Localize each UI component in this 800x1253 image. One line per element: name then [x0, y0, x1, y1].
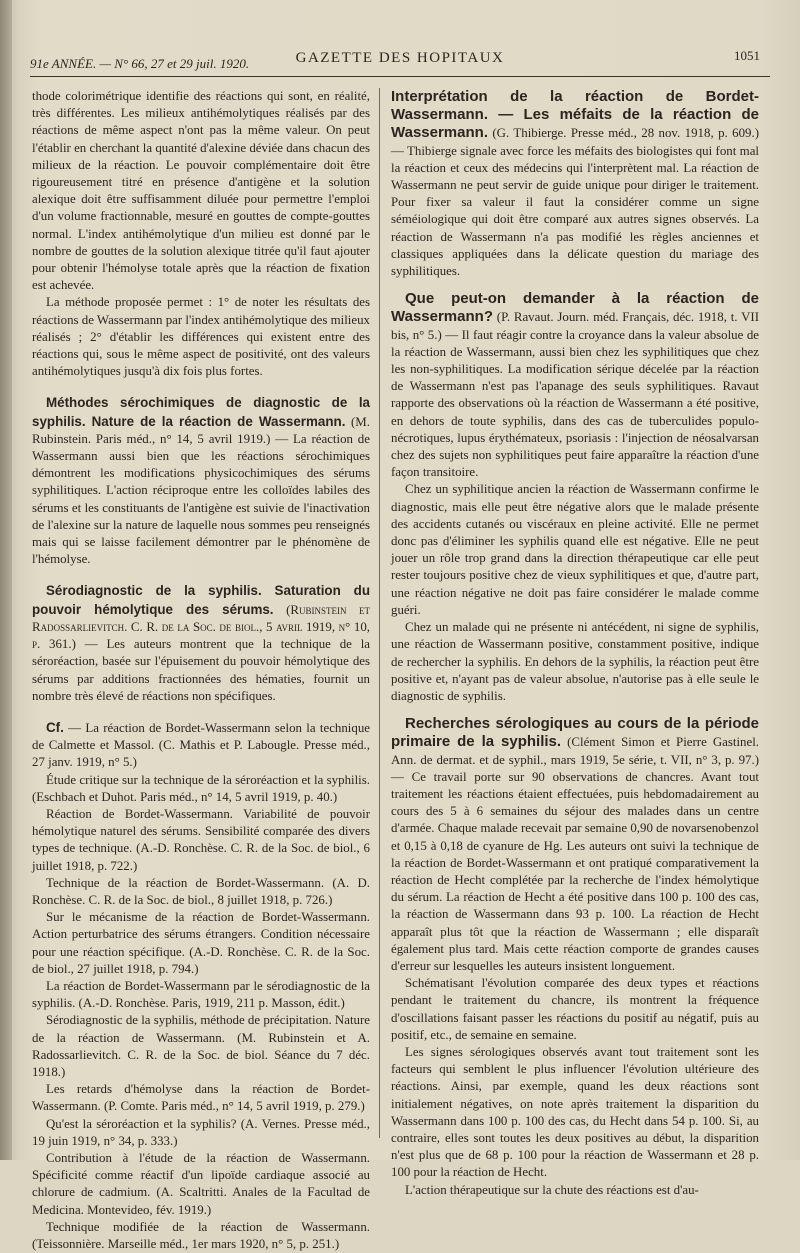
- issue-info: 91e ANNÉE. — N° 66, 27 et 29 juil. 1920.: [30, 56, 250, 71]
- reference-item: La réaction de Bordet-Wassermann par le sérodiagnostic de la syphilis. (A.-D. Ronchèse. Paris, 1919, 211 p. Masson, édit.): [32, 978, 370, 1011]
- section-body: — Les auteurs montrent que la technique de la séroréaction, basée sur l'épuisement du pouvoir hémolytique des sérums par additions fractionnées des hématies, fournit un nombre très élevé de réactions non spécifiques.: [32, 637, 371, 703]
- section-title: Que peut-on demander à la réaction de Wassermann?: [391, 290, 759, 326]
- reference-item: Sur le mécanisme de la réaction de Bordet-Wassermann. Action perturbatrice des sérums étrangers. Condition nécessaire pour une réaction spécifique. (A.-D. Ronchèse. C. R. de la Soc. de biol., 27 juillet 1918, p. 794.): [32, 910, 370, 976]
- section-reference: (M. Rubinstein. Paris méd., n° 14, 5 avril 1919.): [32, 414, 370, 446]
- reference-item: Les retards d'hémolyse dans la réaction de Bordet-Wassermann. (P. Comte. Paris méd., n° 14, 5 avril 1919, p. 279.): [32, 1082, 370, 1114]
- page-header: [30, 46, 770, 76]
- section-saturation: [32, 582, 370, 704]
- reference-item: Qu'est la séroréaction et la syphilis? (A. Vernes. Presse méd., 19 juin 1919, n° 34, p. 333.): [32, 1116, 370, 1148]
- reference-item: Réaction de Bordet-Wassermann. Variabilité de pouvoir hémolytique naturel des sérums. Sensibilité comparée des divers types de technique. (A.-D. Ronchèse. C. R. de la Soc. de biol., 6 juillet 1918, p. 722.): [32, 806, 370, 873]
- section-body: — Thibierge signale avec force les méfaits des biologistes qui font mal la réaction et ceux des médecins qui l'interprètent mal. La réaction de Wassermann ne peut servir de guide unique pour diriger le traitement. Pour fixer sa valeur il faut la considérer comme un signe séméiologique qui doit être comparé aux autres signes observés. La réaction de Wassermann n'a pas modifié les règles anciennes et classiques appliquées dans la délicate question du mariage des syphilitiques.: [391, 143, 759, 279]
- left-column: [32, 88, 370, 1253]
- right-column: [391, 88, 759, 1199]
- body-paragraph: Schématisant l'évolution comparée des deux types et réactions pendant le traitement du chancre, ils montrent la fréquence d'oscillations faisant passer les réactions du positif au négatif, puis au positif, etc., de semaine en semaine.: [391, 976, 759, 1042]
- method-paragraph: La méthode proposée permet : 1° de noter les résultats des réactions de Wassermann par l'index antihémolytique des milieux réalisés ; 2° d'établir les différences qui existent entre des réactions qui, sous le même aspect de positivité, ont des valeurs antihémolytiques jusqu'à dix fois plus fortes.: [32, 295, 370, 379]
- body-paragraph: L'action thérapeutique sur la chute des réactions est d'au-: [405, 1182, 699, 1197]
- section-title: Méthodes sérochimiques de diagnostic de la syphilis. Nature de la réaction de Wassermann.: [32, 395, 370, 429]
- reference-item: Contribution à l'étude de la réaction de Wassermann. Spécificité comme réactif d'un lipoïde cardiaque associé au chlorure de cadmium. (A. Scaltritti. Anales de la Facultad de Medicina. Montevideo, fév. 1919.): [32, 1150, 370, 1217]
- column-divider: [379, 88, 380, 1138]
- binding-edge: [0, 0, 12, 1160]
- section-research: [391, 715, 759, 975]
- cf-intro: — La réaction de Bordet-Wassermann selon la technique de Calmette et Massol. (C. Mathis et P. Labougle. Presse méd., 27 janv. 1919, n° 5.): [32, 720, 370, 770]
- section-title: Recherches sérologiques au cours de la période primaire de la syphilis.: [391, 715, 759, 751]
- section-body: — La réaction de Wassermann aussi bien que les réactions sérochimiques démontrent les modifications physicochimiques des sérums syphilitiques. L'action réciproque entre les colloïdes labiles des sérums et les constituants de l'antigène est suivie de l'inactivation de l'alexine sur la nature de laquelle nous sommes peu renseignés mais qui se laisse facilement démontrer par le phénomène de l'hémolyse.: [32, 431, 370, 567]
- page-number: 1051: [734, 48, 760, 63]
- section-body: — Ce travail porte sur 90 observations de chancres. Avant tout traitement les réactions étaient effectuées, puis hebdomadairement au cours des 5 à 6 semaines du séjour des malades dans un centre d'armée. Chaque malade recevait par semaine 0,90 de novarsenobenzol et 0,15 à 0,18 de cyanure de Hg. Les auteurs ont suivi la technique de la réaction de Bordet-Wassermann et ont pratiqué comparativement la réaction de Hecht complétée par la recherche de l'index hémolytique du sérum. La réaction de Hecht a été positive dans 100 p. 100 des cas, la réaction de Wassermann dans 93 p. 100. La réaction de Hecht apparaît plus tôt que la réaction de Wassermann ; elle disparaît également plus tard. Mais cette réaction comporte de grandes causes d'erreur sur lesquelles les auteurs insistent longuement.: [391, 769, 759, 973]
- section-body: — Il faut réagir contre la croyance dans la valeur absolue de la réaction de Wassermann, aussi bien chez les syphilitiques que chez les non-syphilitiques. La modification sérique décelée par la réaction de Wassermann n'est pas l'apanage des seuls syphilitiques. Ravaut rapporte des observations où la réaction de Wassermann a été positive, en dehors de toute syphilis, dans des cas de tuberculides populo-nécrotiques, lupus érythémateux, psoriasis : l'injection de néosalvarsan chez des sujets non syphilitiques peut faire apparaître la réaction d'une façon transitoire.: [391, 327, 759, 480]
- section-title: Sérodiagnostic de la syphilis. Saturation du pouvoir hémolytique des sérums.: [32, 583, 370, 617]
- header-rule: [30, 76, 770, 77]
- section-reference: (Rubinstein et Radossarlievitch. C. R. de la Soc. de biol., 5 avril 1919, n° 10, p. 361.): [32, 602, 370, 652]
- reference-item: Technique de la réaction de Bordet-Wassermann. (A. D. Ronchèse. C. R. de la Soc. de biol., 8 juillet 1918, p. 726.): [32, 875, 370, 907]
- cf-paragraph: [32, 719, 370, 772]
- section-reference: (G. Thibierge. Presse méd., 28 nov. 1918, p. 609.): [492, 126, 759, 141]
- body-paragraph: Chez un malade qui ne présente ni antécédent, ni signe de syphilis, une réaction de Wassermann positive, constamment positive, indique de rechercher la syphilis. En dehors de la syphilis, la réaction peut être positive et, n'ayant pas de valeur absolue, n'autorise pas à elle seule le diagnostic de syphilis.: [391, 620, 759, 703]
- reference-item: Technique modifiée de la réaction de Wassermann. (Teissonnière. Marseille méd., 1er mars 1920, n° 5, p. 251.): [32, 1219, 370, 1251]
- section-reference: (P. Ravaut. Journ. méd. Français, déc. 1918, t. VII bis, n° 5.): [391, 310, 759, 342]
- intro-paragraph: thode colorimétrique identifie des réactions qui sont, en réalité, très différentes. Les milieux antihémolytiques réalisés par des réactions de même aspect n'ont pas la même valeur. On peut l'établir en cherchant la quantité d'alexine déviée dans chacun des milieux de la réaction. Le pouvoir complémentaire doit être rigoureusement titré en présence d'antigène et la solution alexique doit être suffisamment diluée pour permettre l'emploi d'un volume fractionnable, mesuré en gouttes de compte-gouttes normal. L'index antihémolytique d'un milieu est donné par le nombre de gouttes de la solution alexique titrée qu'il faut ajouter pour obtenir l'hémolyse totale après que la réaction de fixation est achevée.: [32, 89, 370, 293]
- section-question: [391, 290, 759, 481]
- cf-label: Cf.: [46, 719, 64, 735]
- journal-title: GAZETTE DES HOPITAUX: [295, 50, 505, 66]
- body-paragraph: Chez un syphilitique ancien la réaction de Wassermann confirme le diagnostic, mais elle peut être négative alors que le malade présente des accidents cutanés ou viscéraux en pleine activité. Elle ne permet donc pas d'éliminer les syphilis quand elle est négative. Elle ne peut jouer un rôle trop grand dans la direction thérapeutique car elle peut rester toujours positive chez de vieux syphilitiques et que, d'autre part, une réaction négative ne doit pas faire considérer le malade comme guéri.: [391, 482, 759, 617]
- section-interpretation: [391, 88, 759, 280]
- reference-item: Étude critique sur la technique de la séroréaction et la syphilis. (Eschbach et Duhot. Paris méd., n° 14, 5 avril 1919, p. 40.): [32, 772, 370, 804]
- section-serochemical: [32, 394, 370, 568]
- reference-item: Sérodiagnostic de la syphilis, méthode de précipitation. Nature de la réaction de Wassermann. (M. Rubinstein et A. Radossarlievitch. C. R. de la Soc. de biol. Séance du 7 déc. 1918.): [32, 1013, 370, 1079]
- body-paragraph: Les signes sérologiques observés avant tout traitement sont les facteurs qui semblent le plus influencer l'évolution ultérieure des réactions. Ainsi, par exemple, quand les deux réactions sont initialement négatives, on note après traitement la disparition du Wassermann dans 100 p. 100 des cas, du Hecht dans 54 p. 100. Si, au contraire, elles sont toutes les deux positives au début, la disparition n'est plus que de 68 p. 100 pour la réaction de Wassermann et 28 p. 100 pour la réaction de Hecht.: [391, 1044, 759, 1180]
- section-title: Interprétation de la réaction de Bordet-Wassermann. — Les méfaits de la réaction de Wassermann.: [391, 88, 759, 142]
- section-reference: (Clément Simon et Pierre Gastinel. Ann. de dermat. et de syphil., mars 1919, 5e série, t. VII, n° 3, p. 97.): [391, 735, 760, 767]
